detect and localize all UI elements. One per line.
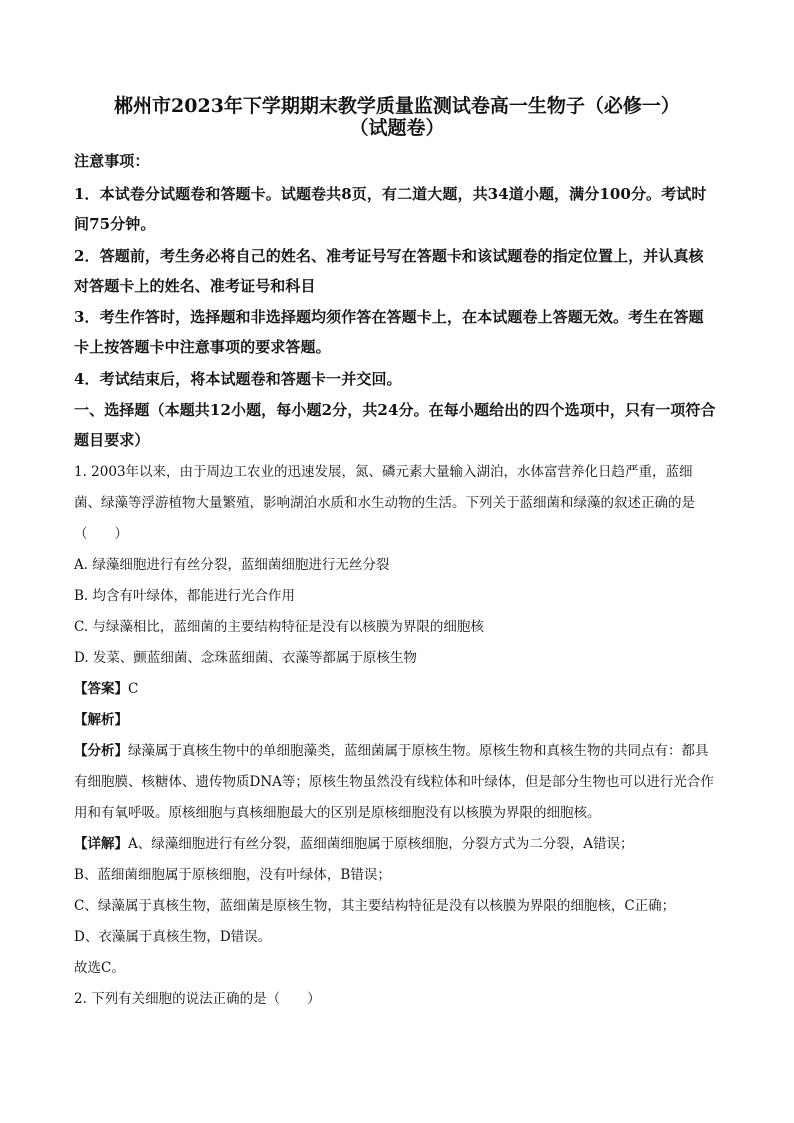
notice-item-2: 2．答题前，考生务必将自己的姓名、准考证号写在答题卡和该试题卷的指定位置上，并认真核对答题卡上的姓名、准考证号和科目 — [74, 247, 704, 295]
notice-item-1: 1．本试卷分试题卷和答题卡。试题卷共8页，有二道大题，共34道小题，满分100分。考试时间75分钟。 — [74, 185, 707, 233]
xiangjie-line-a: 【详解】A、绿藻细胞进行有丝分裂，蓝细菌细胞属于原核细胞，分裂方式为二分裂，A错误； — [74, 836, 634, 852]
question-1-option-a: A. 绿藻细胞进行有丝分裂，蓝细菌细胞进行无丝分裂 — [74, 557, 390, 573]
question-1-option-c: C. 与绿藻相比，蓝细菌的主要结构特征是没有以核膜为界限的细胞核 — [74, 619, 484, 635]
answer-tag-open: 【 — [74, 681, 88, 697]
notice-item-4: 4．考试结束后，将本试题卷和答题卡一并交回。 — [74, 370, 402, 388]
question-1-option-b: B. 均含有叶绿体，都能进行光合作用 — [74, 588, 296, 604]
xiangjie-line-d: D、衣藻属于真核生物，D错误。 — [74, 929, 272, 945]
xiangjie-text-a: A、绿藻细胞进行有丝分裂，蓝细菌细胞属于原核细胞，分裂方式为二分裂，A错误； — [128, 836, 634, 852]
answer-tag: 答案 — [87, 681, 115, 697]
xiangjie-line-b: B、蓝细菌细胞属于原核细胞，没有叶绿体，B错误； — [74, 867, 391, 883]
xiangjie-line-c: C、绿藻属于真核生物，蓝细菌是原核生物，其主要结构特征是没有以核膜为界限的细胞核，C正确； — [74, 898, 676, 914]
fenxi-paragraph: 【分析】绿藻属于真核生物中的单细胞藻类，蓝细菌属于原核生物。原核生物和真核生物的共同点有：都具有细胞膜、核糖体、遗传物质DNA等；原核生物虽然没有线粒体和叶绿体，但是部分生物也可以进行光合作用和有氧呼吸。原核细胞与真核细胞最大的区别是原核细胞没有以核膜为界限的细胞核。 — [74, 743, 714, 821]
answer-tag-close: 】 — [114, 681, 128, 697]
notice-heading: 注意事项： — [74, 152, 150, 170]
question-1-option-d: D. 发菜、颤蓝细菌、念珠蓝细菌、衣藻等都属于原核生物 — [74, 650, 417, 666]
question-1-stem: 1. 2003年以来，由于周边工农业的迅速发展，氮、磷元素大量输入湖泊，水体富营养化日趋严重，蓝细菌、绿藻等浮游植物大量繁殖，影响湖泊水质和水生动物的生活。下列关于蓝细菌和绿藻的叙述正确的是（ ） — [74, 464, 695, 542]
conclusion-line: 故选C。 — [74, 960, 125, 976]
answer-value: C — [128, 681, 139, 697]
fenxi-text: 绿藻属于真核生物中的单细胞藻类，蓝细菌属于原核生物。原核生物和真核生物的共同点有：都具有细胞膜、核糖体、遗传物质DNA等；原核生物虽然没有线粒体和叶绿体，但是部分生物也可以进行光合作用和有氧呼吸。原核细胞与真核细胞最大的区别是原核细胞没有以核膜为界限的细胞核。 — [74, 743, 714, 821]
fenxi-tag: 分析 — [87, 743, 115, 759]
analysis-tag: 解析 — [87, 712, 115, 728]
xiangjie-tag: 详解 — [87, 836, 115, 852]
notice-item-3: 3．考生作答时，选择题和非选择题均须作答在答题卡上，在本试题卷上答题无效。考生在答题卡上按答题卡中注意事项的要求答题。 — [74, 308, 704, 356]
analysis-heading: 【解析】 — [74, 712, 128, 728]
section-heading-choice: 一、选择题（本题共12小题，每小题2分，共24分。在每小题给出的四个选项中，只有一项符合题目要求） — [74, 401, 716, 449]
question-2-stem: 2. 下列有关细胞的说法正确的是（ ） — [74, 991, 321, 1007]
exam-title: 郴州市2023年下学期期末教学质量监测试卷高一生物子（必修一） — [114, 95, 680, 117]
answer-line — [74, 674, 718, 705]
exam-subtitle: （试题卷） — [349, 117, 445, 139]
